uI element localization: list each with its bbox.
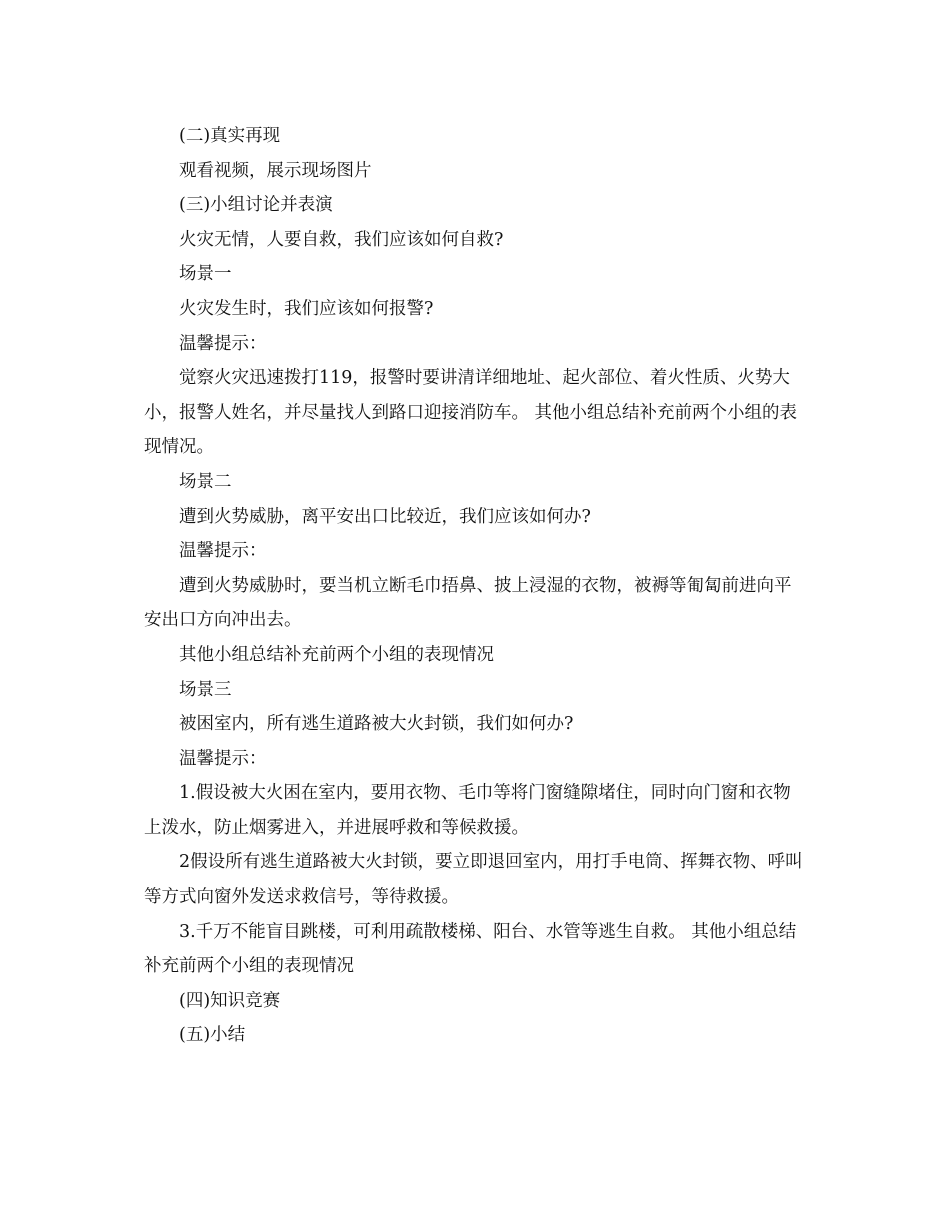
document-body [144,119,808,1053]
paragraph: 火灾发生时，我们应该如何报警? [179,298,434,319]
tip-label: 温馨提示： [179,748,267,769]
paragraph: 遭到火势威胁，离平安出口比较近，我们应该如何办? [179,506,591,527]
scene-heading-2: 场景二 [179,471,232,492]
paragraph: 被困室内，所有逃生道路被大火封锁，我们如何办? [179,714,574,735]
scene-heading-3: 场景三 [179,679,232,700]
section-heading-summary: (五)小结 [179,1025,246,1046]
section-heading-real-reproduction: (二)真实再现 [179,126,281,146]
paragraph: 觉察火灾迅速拨打119，报警时要讲清详细地址、起火部位、着火性质、火势大小，报警人姓名，并尽量找人到路口迎接消防车。 其他小组总结补充前两个小组的表现情况。 [144,368,798,458]
paragraph: 其他小组总结补充前两个小组的表现情况 [179,644,494,665]
section-heading-group-discussion: (三)小组讨论并表演 [179,195,333,216]
paragraph: 火灾无情，人要自救，我们应该如何自救? [179,229,504,250]
paragraph: 观看视频，展示现场图片 [179,160,372,181]
paragraph: 遭到火势威胁时，要当机立断毛巾捂鼻、披上浸湿的衣物，被褥等匍匐前进向平安出口方向冲出去。 [144,575,792,631]
list-item: 1.假设被大火困在室内，要用衣物、毛巾等将门窗缝隙堵住，同时向门窗和衣物上泼水，防止烟雾进入，并进展呼救和等候救援。 [144,783,791,838]
tip-label: 温馨提示： [179,333,267,354]
list-item: 2假设所有逃生道路被大火封锁，要立即退回室内，用打手电筒、挥舞衣物、呼叫等方式向窗外发送求救信号，等待救援。 [144,852,803,908]
tip-label: 温馨提示： [179,541,267,562]
section-heading-quiz: (四)知识竞赛 [179,990,281,1011]
scene-heading-1: 场景一 [179,264,232,285]
list-item: 3.千万不能盲目跳楼，可利用疏散楼梯、阳台、水管等逃生自救。 其他小组总结补充前两个小组的表现情况 [144,921,797,977]
